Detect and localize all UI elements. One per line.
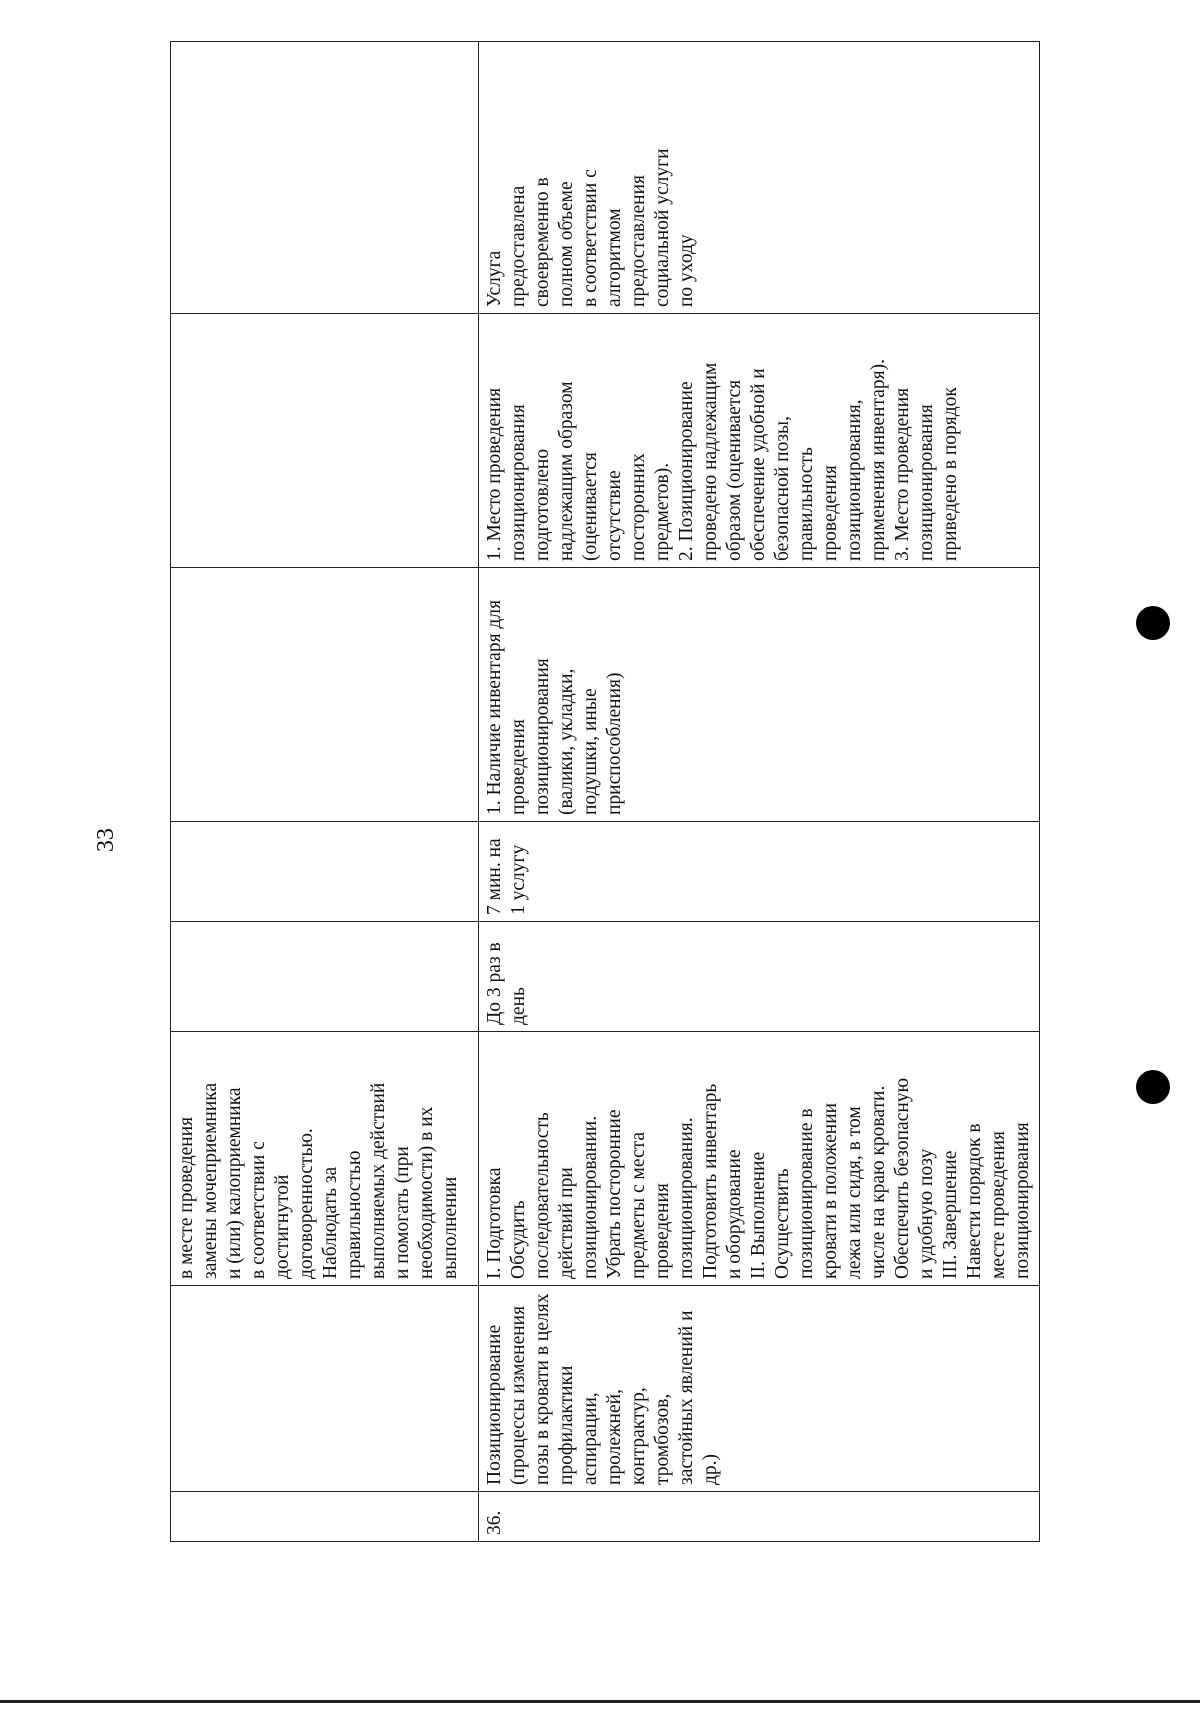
cell-description: в месте проведения замены мочеприемника и (или) калоприемника в соответствии с достигнутой договоренностью. Наблюдать за правильностью выполняемых действий и помогать (при необходимости) в их выполнении — [171, 1032, 479, 1286]
punch-hole-mark — [1136, 1070, 1170, 1104]
cell-description: I. Подготовка Обсудить последовательность действий при позиционировании. Убрать посторонние предметы с места проведения позиционирования. Подготовить инвентарь и оборудование II. Выполнение Осуществить позиционирование в кровати в положении лежа или сидя, в том числе на краю кровати. Обеспечить безопасную и удобную позу III. Завершение Навести порядок в месте проведения позиционирования — [479, 1032, 1040, 1286]
cell-frequency: До 3 раз в день — [479, 922, 1040, 1032]
cell-frequency — [171, 922, 479, 1032]
cell-quality: 1. Место проведения позиционирования подготовлено надлежащим образом (оценивается отсутствие посторонних предметов). 2. Позиционирование проведено надлежащим образом (оценивается обеспечение удобной и безопасной позы, правильность проведения позиционирования, применения инвентаря). 3. Место проведения позиционирования приведено в порядок — [479, 314, 1040, 568]
cell-quality — [171, 314, 479, 568]
punch-hole-mark — [1136, 606, 1170, 640]
cell-service — [171, 1286, 479, 1492]
cell-number — [171, 1492, 479, 1542]
cell-conditions: 1. Наличие инвентаря для проведения позиционирования (валики, укладки, подушки, иные приспособления) — [479, 568, 1040, 822]
scan-edge-line — [0, 1700, 1200, 1703]
table-row-36 — [479, 42, 1040, 1542]
cell-time — [171, 822, 479, 922]
cell-conditions — [171, 568, 479, 822]
cell-service: Позиционирование (процессы изменения позы в кровати в целях профилактики аспирации, пролежней, контрактур, тромбозов, застойных явлений и др.) — [479, 1286, 1040, 1492]
cell-number: 36. — [479, 1492, 1040, 1542]
services-table — [170, 41, 1040, 1542]
cell-result — [171, 42, 479, 314]
table-row-continued — [171, 42, 479, 1542]
page-number: 33 — [93, 828, 119, 852]
cell-time: 7 мин. на 1 услугу — [479, 822, 1040, 922]
table-sheet — [170, 42, 1033, 1542]
cell-result: Услуга предоставлена своевременно в полном объеме в соответствии с алгоритмом предоставления социальной услуги по уходу — [479, 42, 1040, 314]
